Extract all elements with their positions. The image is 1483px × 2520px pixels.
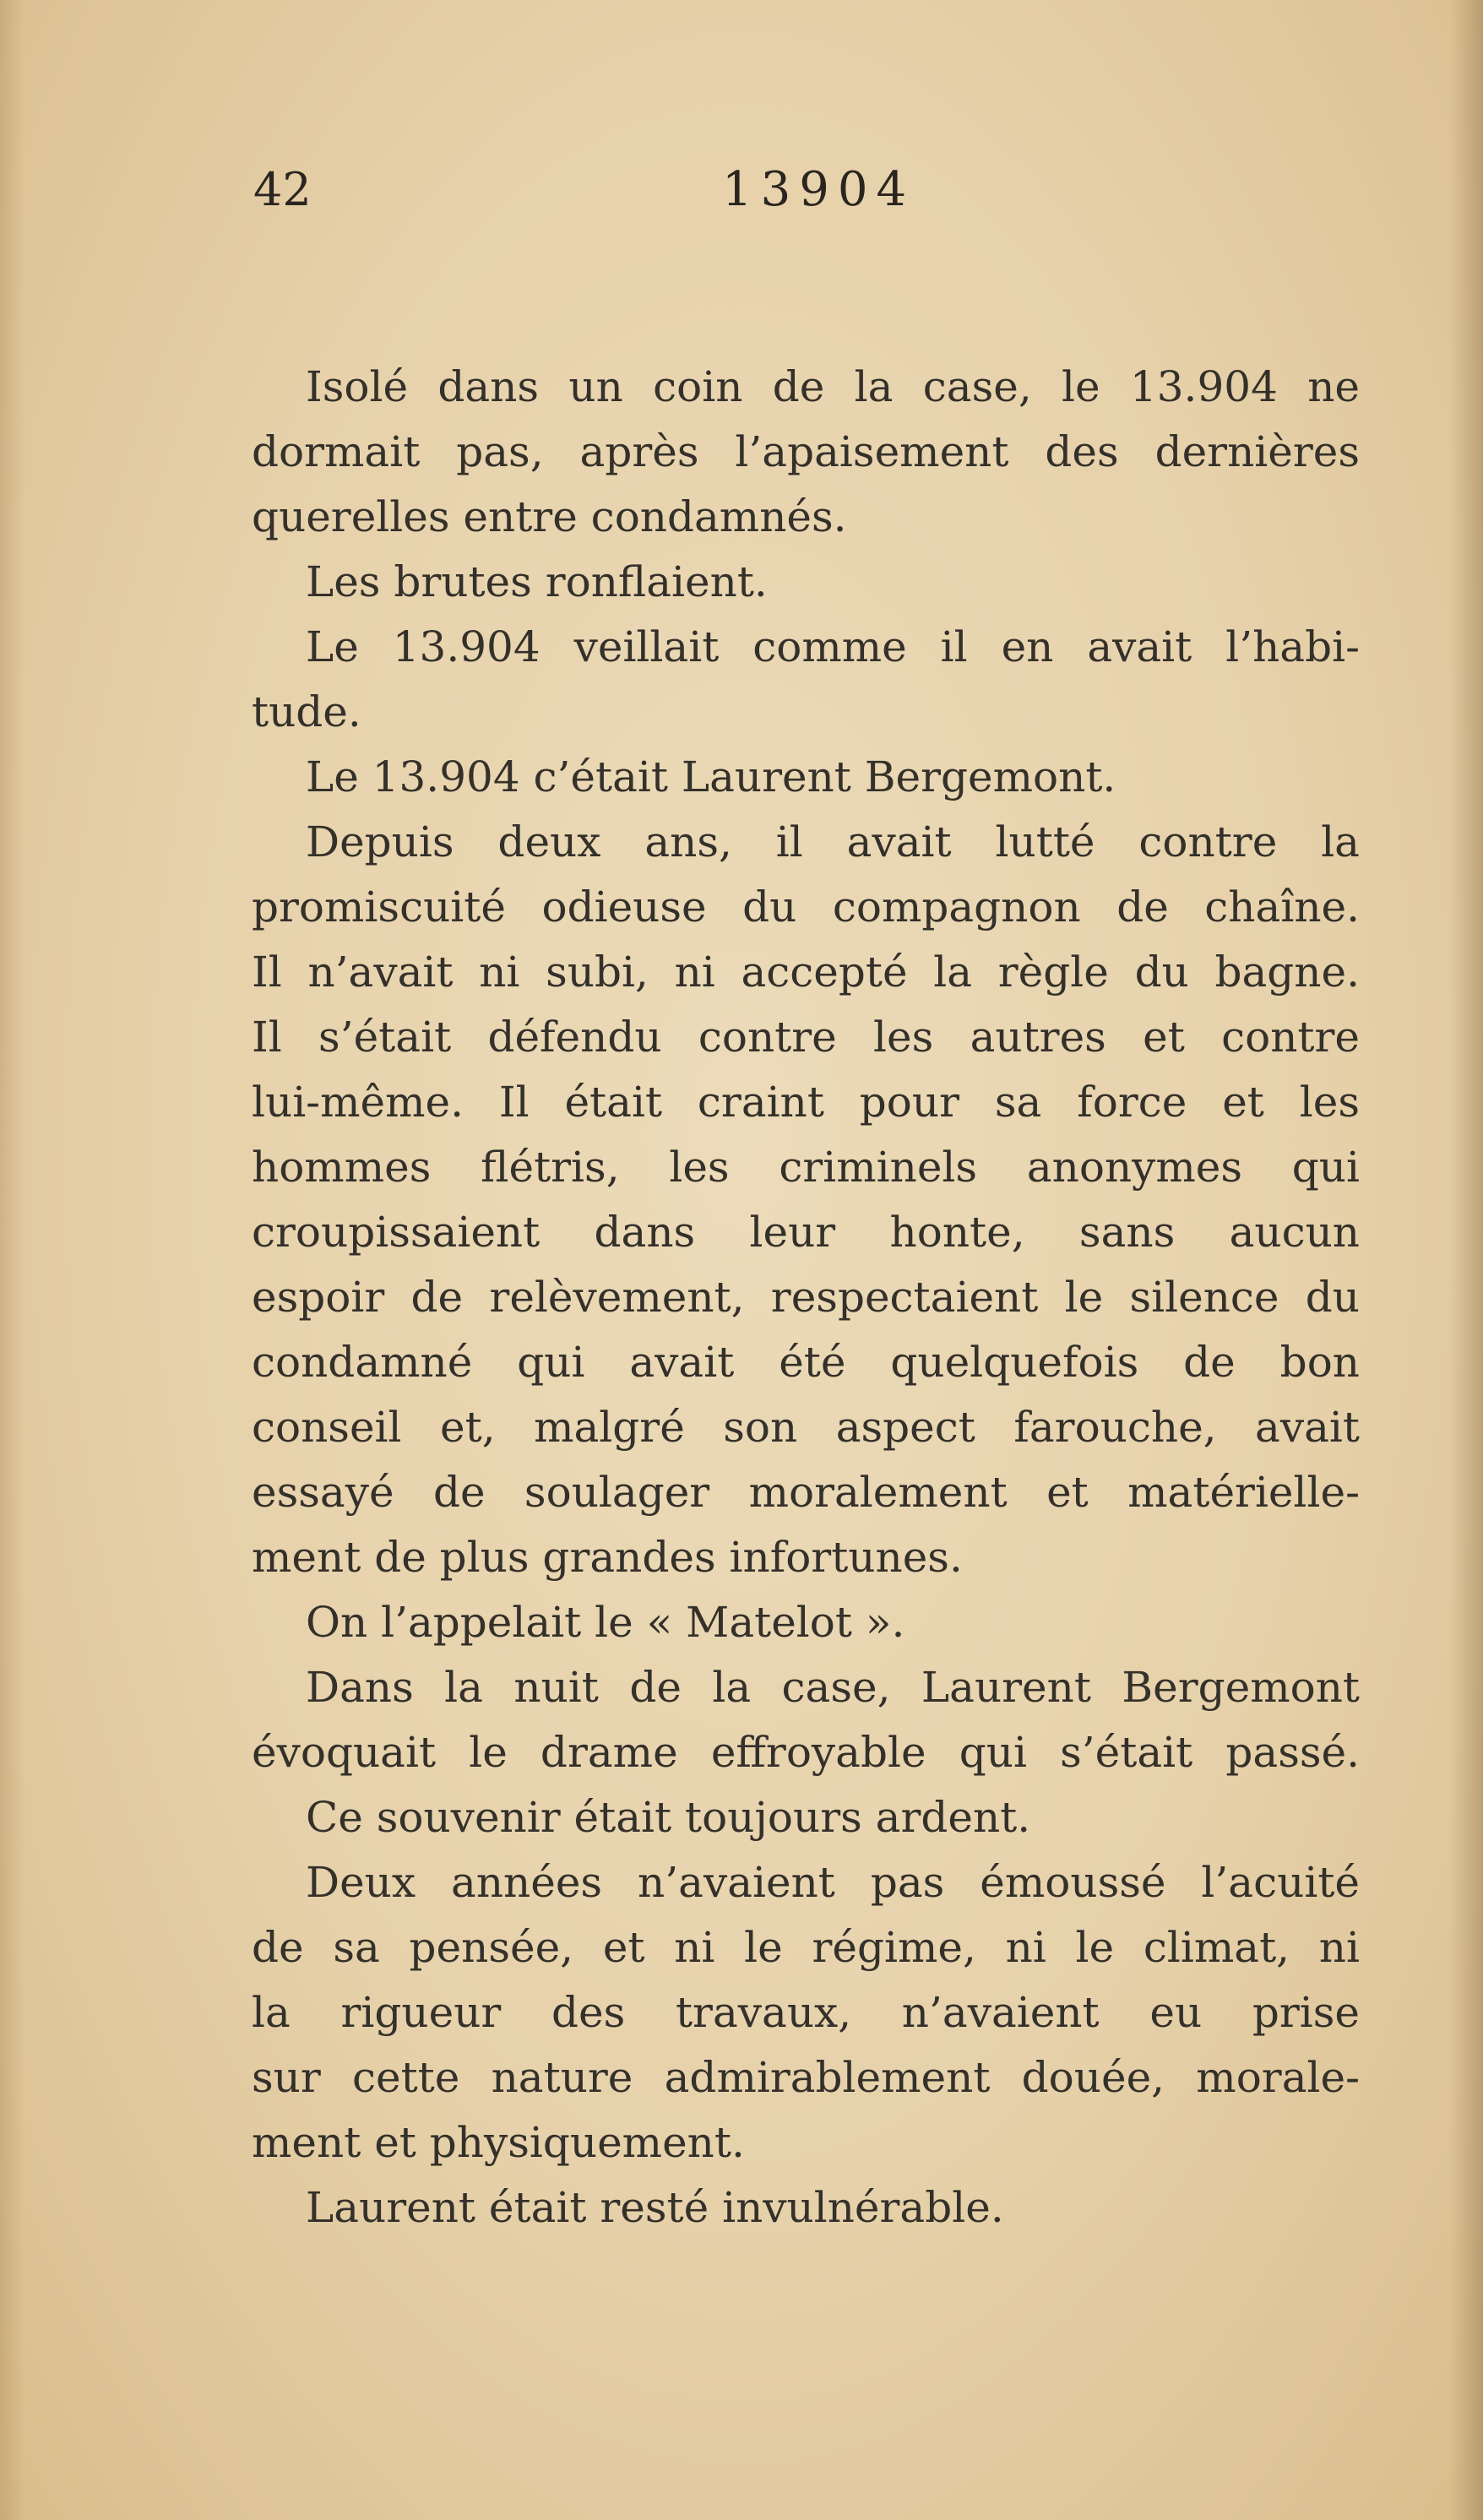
text-line: essayé de soulager moralement et matérielle- bbox=[252, 1468, 1360, 1517]
text-line: Laurent était resté invulnérable. bbox=[306, 2183, 1004, 2232]
text-line: la rigueur des travaux, n’avaient eu prise bbox=[252, 1988, 1360, 2037]
text-line: ment et physiquement. bbox=[252, 2118, 745, 2167]
text-line: croupissaient dans leur honte, sans aucun bbox=[252, 1208, 1360, 1257]
text-line: hommes flétris, les criminels anonymes qui bbox=[252, 1143, 1360, 1192]
page-number: 42 bbox=[253, 163, 312, 216]
text-line: condamné qui avait été quelquefois de bon bbox=[252, 1338, 1360, 1387]
text-line: Le 13.904 c’était Laurent Bergemont. bbox=[306, 752, 1116, 801]
text-line: Les brutes ronflaient. bbox=[306, 557, 768, 606]
text-line: Il n’avait ni subi, ni accepté la règle du bagne. bbox=[252, 948, 1360, 997]
page-edge-shadow-left bbox=[0, 0, 25, 2520]
text-line: lui-même. Il était craint pour sa force et les bbox=[252, 1078, 1360, 1127]
page-header bbox=[0, 160, 1483, 220]
text-line: Il s’était défendu contre les autres et contre bbox=[252, 1013, 1360, 1062]
text-line: Depuis deux ans, il avait lutté contre la bbox=[306, 817, 1360, 866]
text-line: sur cette nature admirablement douée, morale- bbox=[252, 2053, 1360, 2102]
text-line: Le 13.904 veillait comme il en avait l’habi- bbox=[306, 622, 1360, 671]
body-text bbox=[252, 355, 1360, 2240]
text-line: conseil et, malgré son aspect farouche, avait bbox=[252, 1403, 1360, 1452]
text-line: évoquait le drame effroyable qui s’était passé. bbox=[252, 1728, 1360, 1777]
text-line: promiscuité odieuse du compagnon de chaîne. bbox=[252, 883, 1360, 931]
page-edge-shadow-right bbox=[1449, 0, 1483, 2520]
text-line: de sa pensée, et ni le régime, ni le climat, ni bbox=[252, 1923, 1360, 1972]
text-line: querelles entre condamnés. bbox=[252, 492, 847, 541]
text-line: Dans la nuit de la case, Laurent Bergemont bbox=[306, 1663, 1360, 1712]
running-title: 13904 bbox=[722, 162, 915, 217]
text-line: espoir de relèvement, respectaient le silence du bbox=[252, 1273, 1360, 1322]
text-line: dormait pas, après l’apaisement des dernières bbox=[252, 427, 1360, 476]
text-line: On l’appelait le « Matelot ». bbox=[306, 1598, 905, 1647]
text-line: tude. bbox=[252, 687, 361, 736]
text-line: Isolé dans un coin de la case, le 13.904 ne bbox=[306, 362, 1360, 411]
text-line: ment de plus grandes infortunes. bbox=[252, 1533, 963, 1582]
text-line: Ce souvenir était toujours ardent. bbox=[306, 1793, 1031, 1842]
text-line: Deux années n’avaient pas émoussé l’acuité bbox=[306, 1858, 1360, 1907]
